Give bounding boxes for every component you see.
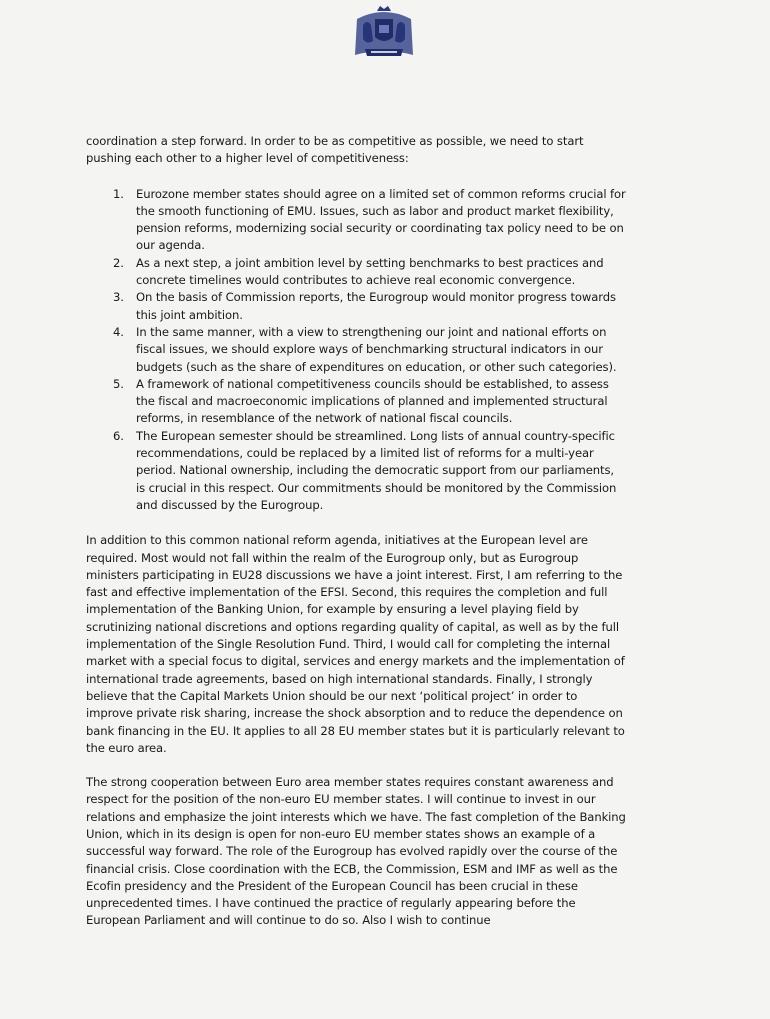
list-number: 1. [113,186,124,201]
list-text: As a next step, a joint ambition level by setting benchmarks to best practices and concrete timelines would contributes to achieve real economic convergence. [136,255,604,288]
list-number: 3. [113,290,124,305]
list-item [86,186,626,255]
list-text: A framework of national competitiveness councils should be established, to assess the fiscal and macroeconomic implications of planned and implemented structural reforms, in resemblance of the network of national fiscal councils. [136,376,609,426]
list-number: 6. [113,428,124,443]
list-number: 2. [113,255,124,270]
coat-of-arms-icon [351,3,417,61]
list-item [86,289,626,324]
list-number: 5. [113,376,124,391]
list-text: In the same manner, with a view to strengthening our joint and national efforts on fiscal issues, we should explore ways of benchmarking structural indicators in our budgets (such as the share of expenditures on education, or other such categories). [136,324,617,374]
body-paragraph: In addition to this common national reform agenda, initiatives at the European level are required. Most would not fall within the realm of the Eurogroup only, but as Eurogroup ministers participating in EU28 discussions we have a joint interest. First, I am referring to the fast and effective implementation of the EFSI. Second, this requires the completion and full implementation of the Banking Union, for example by ensuring a level playing field by scrutinizing national discretions and options regarding quality of capital, as well as by the full implementation of the Single Resolution Fund. Third, I would call for completing the internal market with a special focus to digital, services and energy markets and the implementation of international trade agreements, based on high international standards. Finally, I strongly believe that the Capital Markets Union should be our next ‘political project’ in order to improve private risk sharing, increase the shock absorption and to reduce the dependence on bank financing in the EU. It applies to all 28 EU member states but it is particularly relevant to the euro area. [86,533,625,755]
list-item [86,376,626,428]
list-number: 4. [113,324,124,339]
body-paragraph: The strong cooperation between Euro area member states requires constant awareness and respect for the position of the non-euro EU member states. I will continue to invest in our relations and emphasize the joint interests which we have. The fast completion of the Banking Union, which in its design is open for non-euro EU member states shows an example of a successful way forward. The role of the Eurogroup has evolved rapidly over the course of the financial crisis. Close coordination with the ECB, the Commission, ESM and IMF as well as the Ecofin presidency and the President of the European Council has been crucial in these unprecedented times. I have continued the practice of regularly appearing before the European Parliament and will continue to do so. Also I wish to continue [86,775,626,928]
list-text: The European semester should be streamlined. Long lists of annual country-specific recommendations, could be replaced by a limited list of reforms for a multi-year period. National ownership, including the democratic support from our parliaments, is crucial in this respect. Our commitments should be monitored by the Commission and discussed by the Eurogroup. [136,428,617,512]
reform-list [86,186,626,515]
list-item [86,428,626,514]
list-item [86,255,626,290]
list-item [86,324,626,376]
list-text: On the basis of Commission reports, the Eurogroup would monitor progress towards this joint ambition. [136,290,616,322]
letter-body [86,133,626,947]
intro-paragraph: coordination a step forward. In order to be as competitive as possible, we need to start pushing each other to a higher level of competitiveness: [86,134,584,166]
list-text: Eurozone member states should agree on a limited set of common reforms crucial for the smooth functioning of EMU. Issues, such as labor and product market flexibility, pension reforms, modernizing social security or coordinating tax policy need to be on our agenda. [136,186,626,253]
